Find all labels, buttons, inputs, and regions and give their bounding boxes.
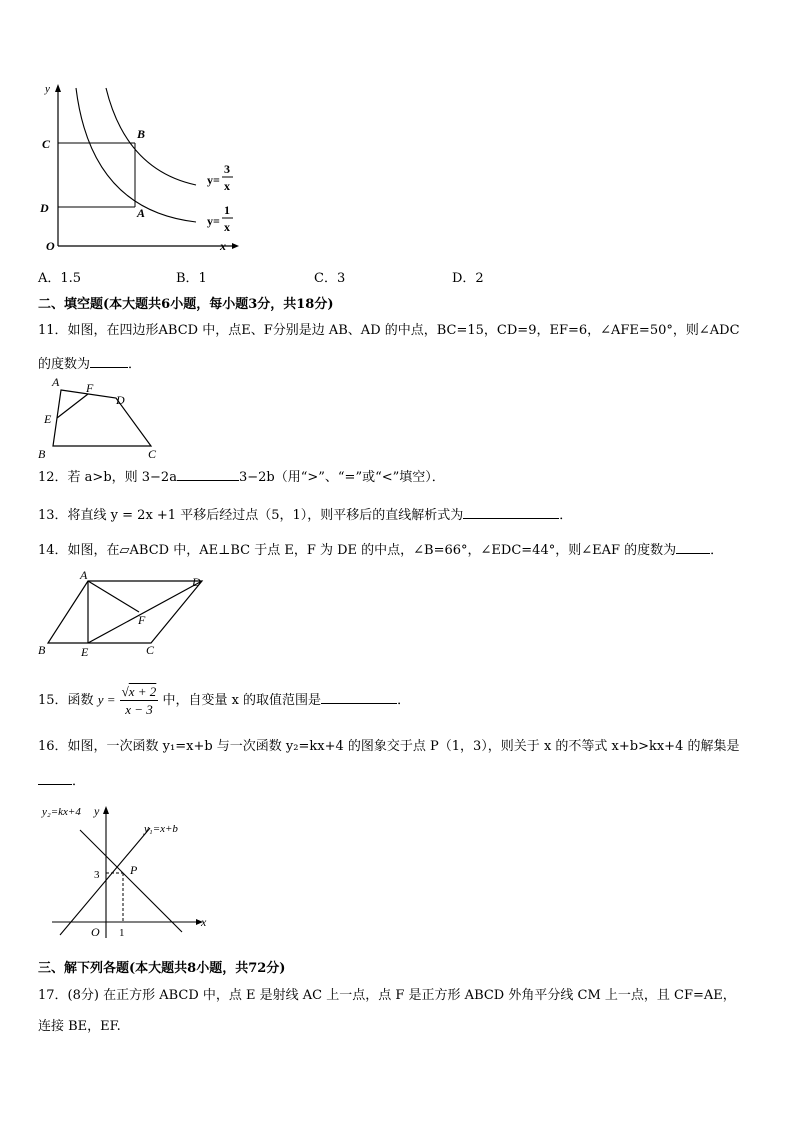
curve-3x-label: y= [207,173,220,187]
q16-origin: O [91,925,100,939]
point-d-label: D [40,201,49,215]
q14-text [38,540,723,560]
q11-text-line1: 11．如图，在四边形ABCD 中，点E、F分别是边 AB、AD 的中点，BC=15，CD=9，EF=6，∠AFE=50°，则∠ADC [38,323,740,338]
q14-period: ． [710,543,724,558]
q15-y-eq: y = [97,692,116,707]
origin-label: O [46,239,55,253]
q10-option-d: D．2 [452,271,484,286]
q15-fraction [120,683,159,718]
q14-question: 14．如图，在▱ABCD 中，AE⊥BC 于点 E，F 为 DE 的中点，∠B=66°，∠EDC=44°，则∠EAF 的度数为 [38,543,677,558]
q17-text-line2: 连接 BE，EF. [38,1019,121,1034]
q16-tick-3: 3 [94,869,100,881]
q14-answer-blank[interactable] [676,540,710,554]
q11-text-line2 [38,354,141,374]
q13-before: 13．将直线 y = 2x +1 平移后经过点（5，1），则平移后的直线解析式为 [38,508,464,523]
curve-3x-denominator: x [224,179,230,193]
q14-label-b: B [38,643,46,657]
q13-text [38,505,572,525]
point-b-label: B [137,127,146,141]
q15-answer-blank[interactable] [321,690,397,704]
q11-prefix: 的度数为 [38,357,91,372]
q12-before: 12．若 a>b，则 3−2a [38,470,177,485]
q16-period: ． [72,774,86,789]
q10-option-c: C．3 [314,271,346,286]
q16-x-axis-label: x [201,915,207,929]
q10-option-b: B．1 [176,271,207,286]
q16-text-line2 [38,771,85,791]
q10-figure [36,80,246,259]
point-a-label: A [137,206,146,220]
q14-label-d: D [192,575,201,589]
point-c-label: C [42,137,51,151]
q14-label-e: E [81,645,89,659]
q11-label-f: F [86,381,94,395]
q15-text [38,680,410,721]
q10-option-a: A．1.5 [38,271,82,286]
q15-numerator: x + 2 [128,684,157,699]
section3-title: 三、解下列各题(本大题共8小题，共72分) [38,961,286,976]
q16-point-p: P [130,863,138,877]
q15-root-sign: √ [121,684,129,699]
q16-y2-label: y₂=kx+4 [42,806,81,818]
curve-1x-label: y= [207,214,220,228]
curve-1x-numerator: 1 [224,203,230,217]
q12-answer-blank[interactable] [177,467,239,481]
q15-before: 15．函数 [38,693,94,708]
q11-label-c: C [148,447,157,461]
section2-title: 二、填空题(本大题共6小题，每小题3分，共18分) [38,297,334,312]
q15-period: ． [397,693,411,708]
q11-label-e: E [44,412,52,426]
q17-text-line1: 17．(8分) 在正方形 ABCD 中，点 E 是射线 AC 上一点，点 F 是正方形 ABCD 外角平分线 CM 上一点，且 CF=AE， [38,988,736,1003]
q15-after: 中，自变量 x 的取值范围是 [162,693,322,708]
q11-label-a: A [52,376,60,389]
axis-x-label: x [220,239,226,253]
q14-label-c: C [146,643,155,657]
q14-figure [36,568,208,666]
q15-denominator: x − 3 [125,702,153,717]
q11-answer-blank[interactable] [90,354,128,368]
q14-label-f: F [138,613,146,627]
q13-answer-blank[interactable] [463,505,559,519]
q16-figure [38,800,218,946]
curve-1x-denominator: x [224,220,230,234]
curve-3x-numerator: 3 [224,162,230,176]
q13-after: ． [559,508,573,523]
q16-answer-blank[interactable] [38,771,72,785]
q16-y-axis-label: y [94,804,100,818]
q11-label-b: B [38,447,46,461]
q14-label-a: A [80,568,88,582]
q11-label-d: D [116,393,125,407]
q16-y1-label: y₁=x+b [144,823,178,835]
q16-text-line1: 16．如图，一次函数 y₁=x+b 与一次函数 y₂=kx+4 的图象交于点 P（1，3），则关于 x 的不等式 x+b>kx+4 的解集是 [38,739,740,754]
q11-figure [36,376,166,466]
q11-period: ． [128,357,142,372]
q16-tick-1: 1 [119,927,125,939]
q12-text [38,467,445,487]
axis-y-label: y [45,83,50,95]
q12-after: 3−2b（用“>”、“=”或“<”填空）． [238,470,445,485]
